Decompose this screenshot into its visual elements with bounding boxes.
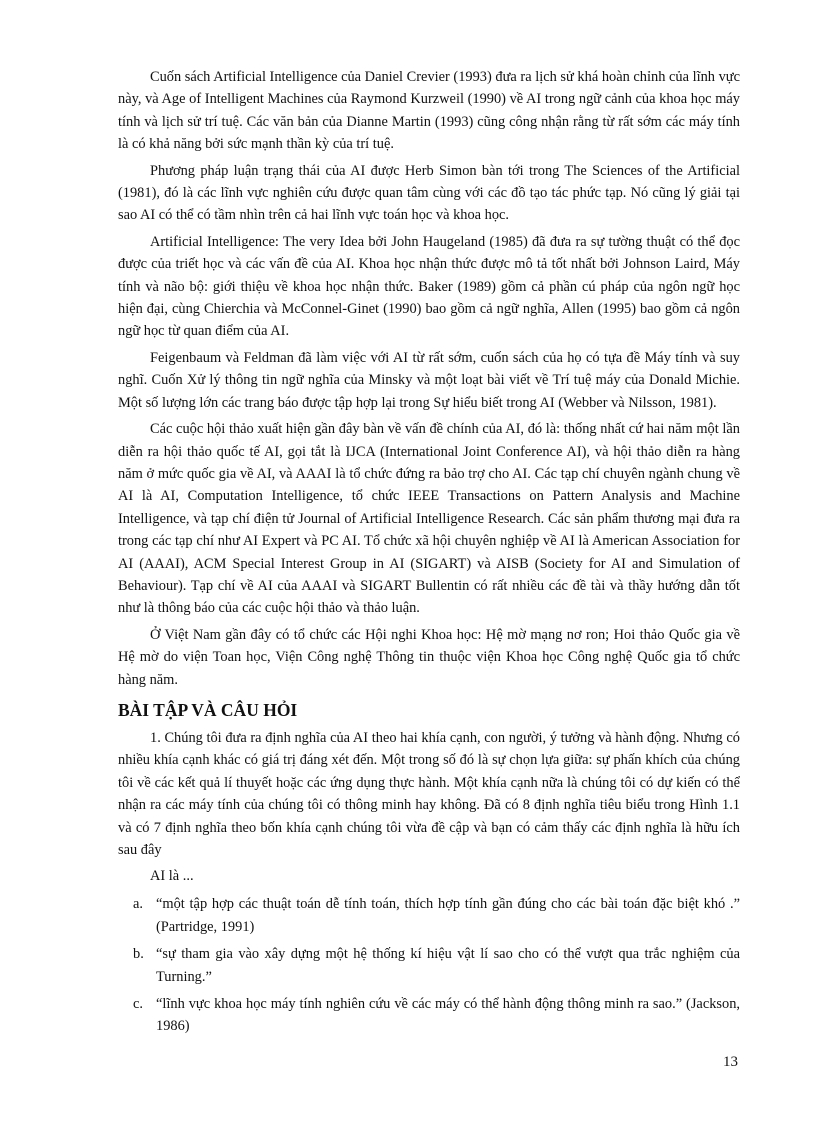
list-marker: c. bbox=[133, 996, 143, 1013]
paragraph-haugeland: Artificial Intelligence: The very Idea bởi John Haugeland (1985) đã đưa ra sự tường thuật có thể đọc được của triết học và các vấn đề của AI. Khoa học nhận thức được mô tả tốt nhất bởi Johnson Laird, Máy tính và não bộ: giới thiệu về khoa học nhận thức. Baker (1989) gồm cả phần cú pháp của ngôn ngữ học hiện đại, cùng Chierchia và McConnel-Ginet (1990) bao gồm cả ngữ nghĩa, Allen (1995) bao gồm cả ngôn ngữ học từ quan điểm của AI. bbox=[118, 233, 740, 340]
exercise-lead: AI là ... bbox=[150, 868, 194, 885]
list-marker: a. bbox=[133, 896, 143, 913]
paragraph-vietnam: Ở Việt Nam gần đây có tổ chức các Hội nghi Khoa học: Hệ mờ mạng nơ ron; Hoi thảo Quốc gia về Hệ mờ do viện Toan học, Viện Công nghệ Thông tin thuộc viện Khoa học Công nghệ Quốc gia tổ chức hàng năm. bbox=[118, 626, 740, 688]
list-marker: b. bbox=[133, 946, 144, 963]
list-item bbox=[118, 943, 740, 988]
list-item bbox=[118, 893, 740, 938]
definition-list bbox=[118, 893, 740, 1037]
paragraph-conferences: Các cuộc hội thảo xuất hiện gần đây bàn về vấn đề chính của AI, đó là: thống nhất cứ hai năm một lần diễn ra hội thảo quốc tế AI, gọi tắt là IJCA (International Joint Conference AI), và hội thảo diễn ra hàng năm ở mức quốc gia về AI, và AAAI là tổ chức đứng ra bảo trợ cho AI. Các tạp chí chuyên ngành chung về AI là AI, Computation Intelligence, tổ chức IEEE Transactions on Pattern Analysis and Machine Intelligence, và tạp chí điện tử Journal of Artificial Intelligence Research. Các sản phẩm thương mại đưa ra trong các tạp chí như AI Expert và PC AI. Tổ chức xã hội chuyên nghiệp về AI là American Association for AI (AAAI), ACM Special Interest Group in AI (SIGART) và AISB (Society for AI and Simulation of Behaviour). Tạp chí về AI của AAAI và SIGART Bullentin có rất nhiều các đề tài và thầy hướng dẫn tốt như là thông báo của các cuộc hội thảo và thảo luận. bbox=[118, 421, 740, 617]
list-item-text: “một tập hợp các thuật toán dễ tính toán, thích hợp tính gần đúng cho các bài toán đặc biệt khó .” (Partridge, 1991) bbox=[156, 896, 740, 935]
list-item-text: “sự tham gia vào xây dựng một hệ thống kí hiệu vật lí sao cho có thể vượt qua trắc nghiệm của Turning.” bbox=[156, 946, 740, 985]
page-body bbox=[118, 66, 740, 1043]
paragraph-simon: Phương pháp luận trạng thái của AI được Herb Simon bàn tới trong The Sciences of the Artificial (1981), đó là các lĩnh vực nghiên cứu được quan tâm cùng với các đồ tạo tác phức tạp. Nó cũng lý giải tại sao AI có thể có tầm nhìn trên cả hai lĩnh vực toán học và khoa học. bbox=[118, 162, 740, 224]
section-heading: BÀI TẬP VÀ CÂU HỎI bbox=[118, 699, 298, 720]
paragraph-crevier: Cuốn sách Artificial Intelligence của Daniel Crevier (1993) đưa ra lịch sử khá hoàn chỉnh của lĩnh vực này, và Age of Intelligent Machines của Raymond Kurzweil (1990) về AI trong ngữ cảnh của khoa học máy tính và lịch sử trí tuệ. Các văn bản của Dianne Martin (1993) cũng công nhận rằng từ rất sớm các máy tính là có khả năng bởi sức mạnh thần kỳ của trí tuệ. bbox=[118, 69, 740, 153]
exercise-1: 1. Chúng tôi đưa ra định nghĩa của AI theo hai khía cạnh, con người, ý tưởng và hành động. Nhưng có nhiều khía cạnh khác có giá trị đáng xét đến. Một trong số đó là sự chọn lựa giữa: sự phấn khích của chúng tôi về các kết quả lí thuyết hoặc các ứng dụng thực hành. Một khía cạnh nữa là chúng tôi có dự kiến có thể nhận ra các máy tính của chúng tôi có thông minh hay không. Đã có 8 định nghĩa tiêu biểu trong Hình 1.1 và có 7 định nghĩa theo bốn khía cạnh chúng tôi vừa đề cập và bạn có cảm thấy các định nghĩa là hữu ích sau đây bbox=[118, 729, 740, 858]
page-number: 13 bbox=[723, 1054, 738, 1070]
list-item-text: “lĩnh vực khoa học máy tính nghiên cứu về các máy có thể hành động thông minh ra sao.” (Jackson, 1986) bbox=[156, 996, 740, 1035]
paragraph-feigenbaum: Feigenbaum và Feldman đã làm việc với AI từ rất sớm, cuốn sách của họ có tựa đề Máy tính và suy nghĩ. Cuốn Xử lý thông tin ngữ nghĩa của Minsky và một loạt bài viết về Trí tuệ máy của Donald Michie. Một số lượng lớn các trang báo được tập hợp lại trong Sự hiểu biết trong AI (Webber và Nilsson, 1981). bbox=[118, 349, 740, 411]
list-item bbox=[118, 993, 740, 1038]
